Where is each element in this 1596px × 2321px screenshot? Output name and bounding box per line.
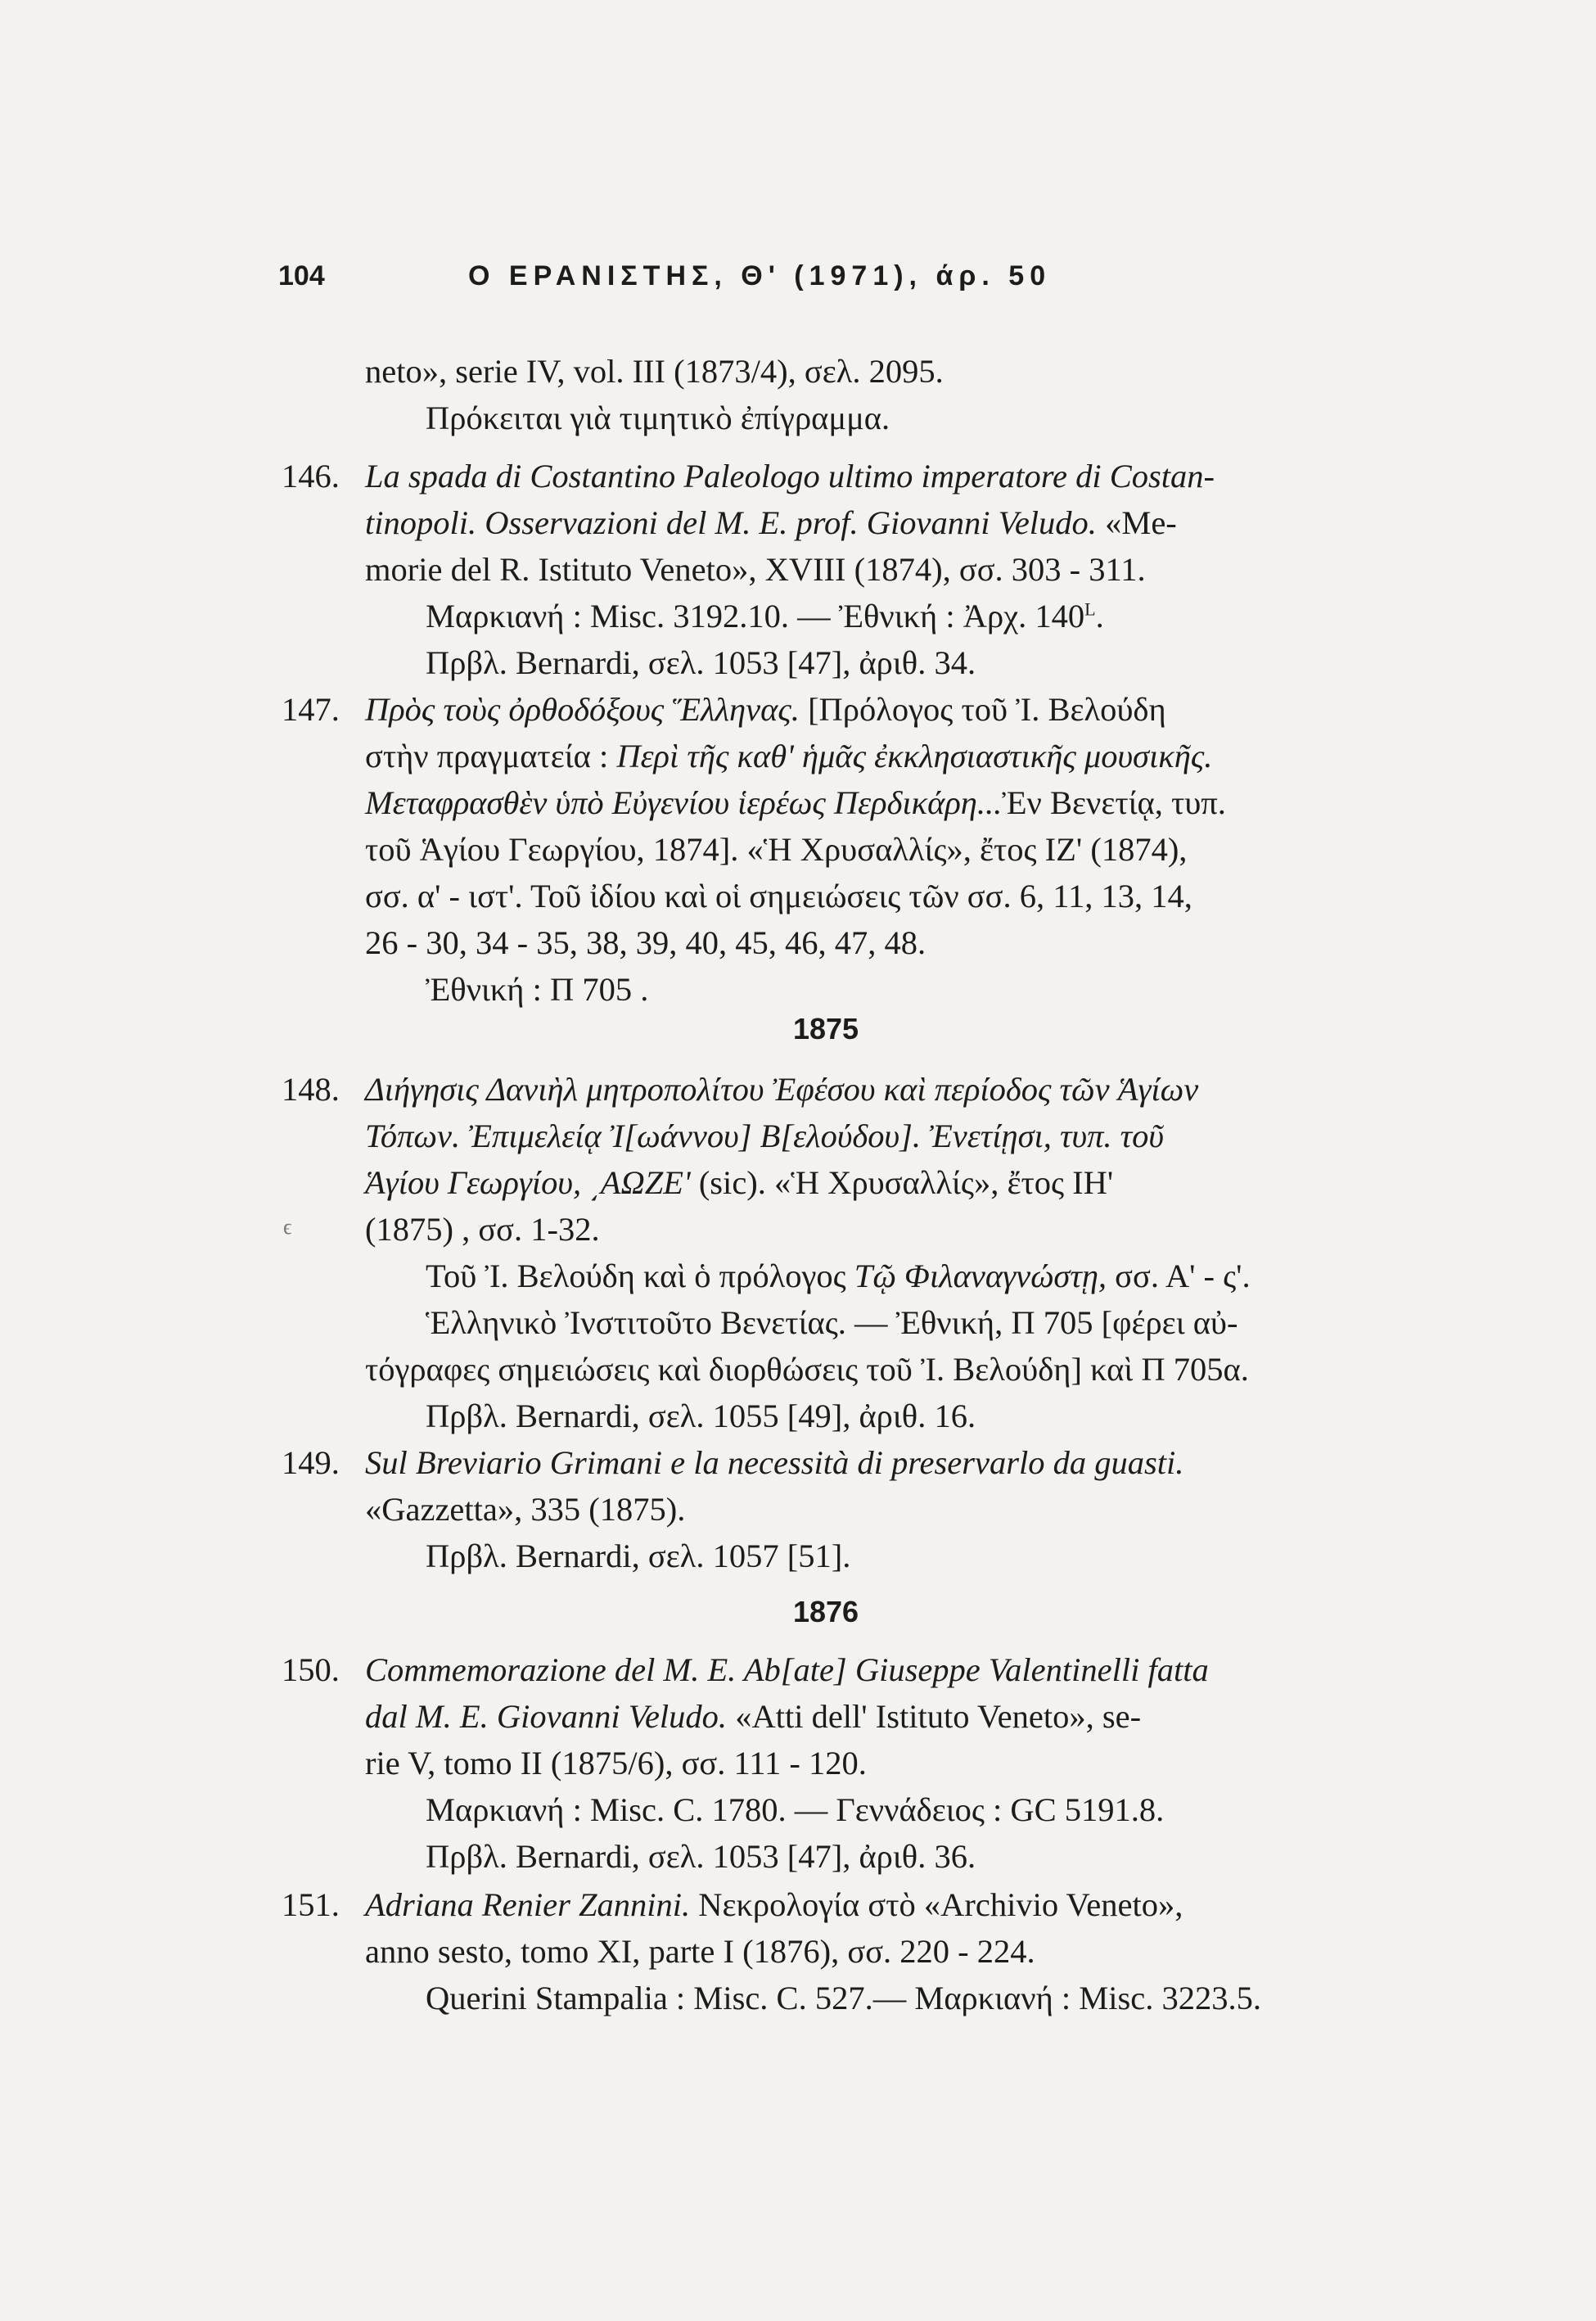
text-line: neto», serie IV, vol. III (1873/4), σελ. 2095. [365,353,944,390]
reference-line: Πρβλ. Bernardi, σελ. 1053 [47], ἀριθ. 34. [426,644,976,681]
text-line: Πρόκειται γιὰ τιμητικὸ ἐπίγραμμα. [426,400,890,436]
entry-text: «Gazzetta», 335 (1875). [365,1491,686,1528]
entry-text: morie del R. Istituto Veneto», XVIII (1874), σσ. 303 - 311. [365,551,1146,588]
entry-number: 150. [282,1651,340,1688]
entry-title: Μεταφρασθὲν ὑπὸ Εὐγενίου ἱερέως Περδικάρη... [365,784,1003,821]
entry-title: Πρὸς τοὺς ὀρθοδόξους Ἕλληνας. [365,691,800,728]
entry-text: «Me- [1105,504,1177,541]
running-head [278,260,1179,301]
entry-text: [Πρόλογος τοῦ Ἰ. Βελούδη [808,691,1166,728]
entry-title: Τῷ Φιλαναγνώστῃ, [854,1258,1107,1294]
entry-text: 26 - 30, 34 - 35, 38, 39, 40, 45, 46, 47, 48. [365,924,926,961]
year-heading: 1875 [792,1012,859,1045]
entry-title: dal M. E. Giovanni Veludo. [365,1698,728,1735]
entry-text: Ἐν Βενετίᾳ, τυπ. [1002,784,1226,821]
entry-number: 148. [282,1071,340,1108]
entry-text: σσ. α' - ιστ'. Τοῦ ἰδίου καὶ οἱ σημειώσεις τῶν σσ. 6, 11, 13, 14, [365,878,1192,914]
entry-text: (sic). «Ἡ Χρυσαλλίς», ἔτος ΙΗ' [698,1164,1114,1201]
entry-title: Τόπων. Ἐπιμελείᾳ Ἰ[ωάννου] Β[ελούδου]. Ἐνετίῃσι, τυπ. τοῦ [365,1118,1165,1154]
entry-text: (1875) , σσ. 1-32. [365,1211,600,1248]
entry-text: anno sesto, tomo XI, parte I (1876), σσ. 220 - 224. [365,1933,1035,1970]
entry-text: rie V, tomo II (1875/6), σσ. 111 - 120. [365,1745,867,1781]
entry-text: Τοῦ Ἰ. Βελούδη καὶ ὁ πρόλογος [426,1258,846,1294]
entry-title: Περὶ τῆς καθ' ἡμᾶς ἐκκλησιαστικῆς μουσικῆς. [616,738,1213,774]
entry-146 [282,453,1370,686]
entry-title: Commemorazione del M. E. Ab[ate] Giuseppe Valentinelli fatta [365,1651,1209,1688]
margin-mark: ϵ [283,1215,292,1239]
reference-line: Πρβλ. Bernardi, σελ. 1057 [51]. [426,1538,851,1574]
entry-151 [282,1881,1370,2021]
entry-text: σσ. Α' - ς'. [1115,1258,1251,1294]
entry-150 [282,1646,1370,1880]
entry-title: Διήγησις Δανιὴλ μητροπολίτου Ἐφέσου καὶ περίοδος τῶν Ἁγίων [365,1071,1199,1108]
page-number: 104 [278,260,325,291]
entry-148 [282,1066,1370,1439]
entry-number: 151. [282,1886,340,1923]
entry-number: 147. [282,691,340,728]
reference-line: Πρβλ. Bernardi, σελ. 1053 [47], ἀριθ. 36. [426,1838,976,1875]
entry-text: Νεκρολογία στὸ «Archivio Veneto», [698,1886,1183,1923]
entry-title: Adriana Renier Zannini. [365,1886,691,1923]
entry-title: Ἁγίου Γεωργίου, ͵ΑΩΖΕ' [365,1164,691,1201]
entry-147 [282,686,1370,1013]
holdings-line: Ἐθνική : Π 705 . [426,971,649,1008]
holdings-line: Querini Stampalia : Misc. C. 527.— Μαρκιανή : Misc. 3223.5. [426,1980,1262,2016]
year-heading: 1876 [792,1595,859,1628]
entry-title: tinopoli. Osservazioni del M. E. prof. Giovanni Veludo. [365,504,1097,541]
continuation-block [282,348,1370,441]
entry-title: Sul Breviario Grimani e la necessità di preservarlo da guasti. [365,1444,1184,1481]
reference-line: Πρβλ. Bernardi, σελ. 1055 [49], ἀριθ. 16. [426,1398,976,1434]
entry-text: στὴν πραγματεία : [365,738,609,774]
entry-number: 146. [282,458,340,494]
entry-149 [282,1439,1370,1579]
holdings-line: Ἑλληνικὸ Ἰνστιτοῦτο Βενετίας. — Ἐθνική, Π 705 [φέρει αὐ- [426,1304,1238,1341]
holdings-line: τόγραφες σημειώσεις καὶ διορθώσεις τοῦ Ἰ. Βελούδη] καὶ Π 705α. [365,1351,1249,1388]
holdings-line: Μαρκιανή : Misc. C. 1780. — Γεννάδειος : GC 5191.8. [426,1791,1165,1828]
journal-title: Ο ΕΡΑΝΙΣΤΗΣ, Θ' (1971), άρ. 50 [468,260,1052,291]
entry-text: τοῦ Ἁγίου Γεωργίου, 1874]. «Ἡ Χρυσαλλίς», ἔτος ΙΖ' (1874), [365,831,1188,868]
entry-number: 149. [282,1444,340,1481]
entry-text: «Atti dell' Istituto Veneto», se- [735,1698,1142,1735]
entry-title: La spada di Costantino Paleologo ultimo imperatore di Costan- [365,458,1215,494]
holdings-line: Μαρκιανή : Misc. 3192.10. — Ἐθνική : Ἀρχ. $140^L$. [426,598,1104,634]
